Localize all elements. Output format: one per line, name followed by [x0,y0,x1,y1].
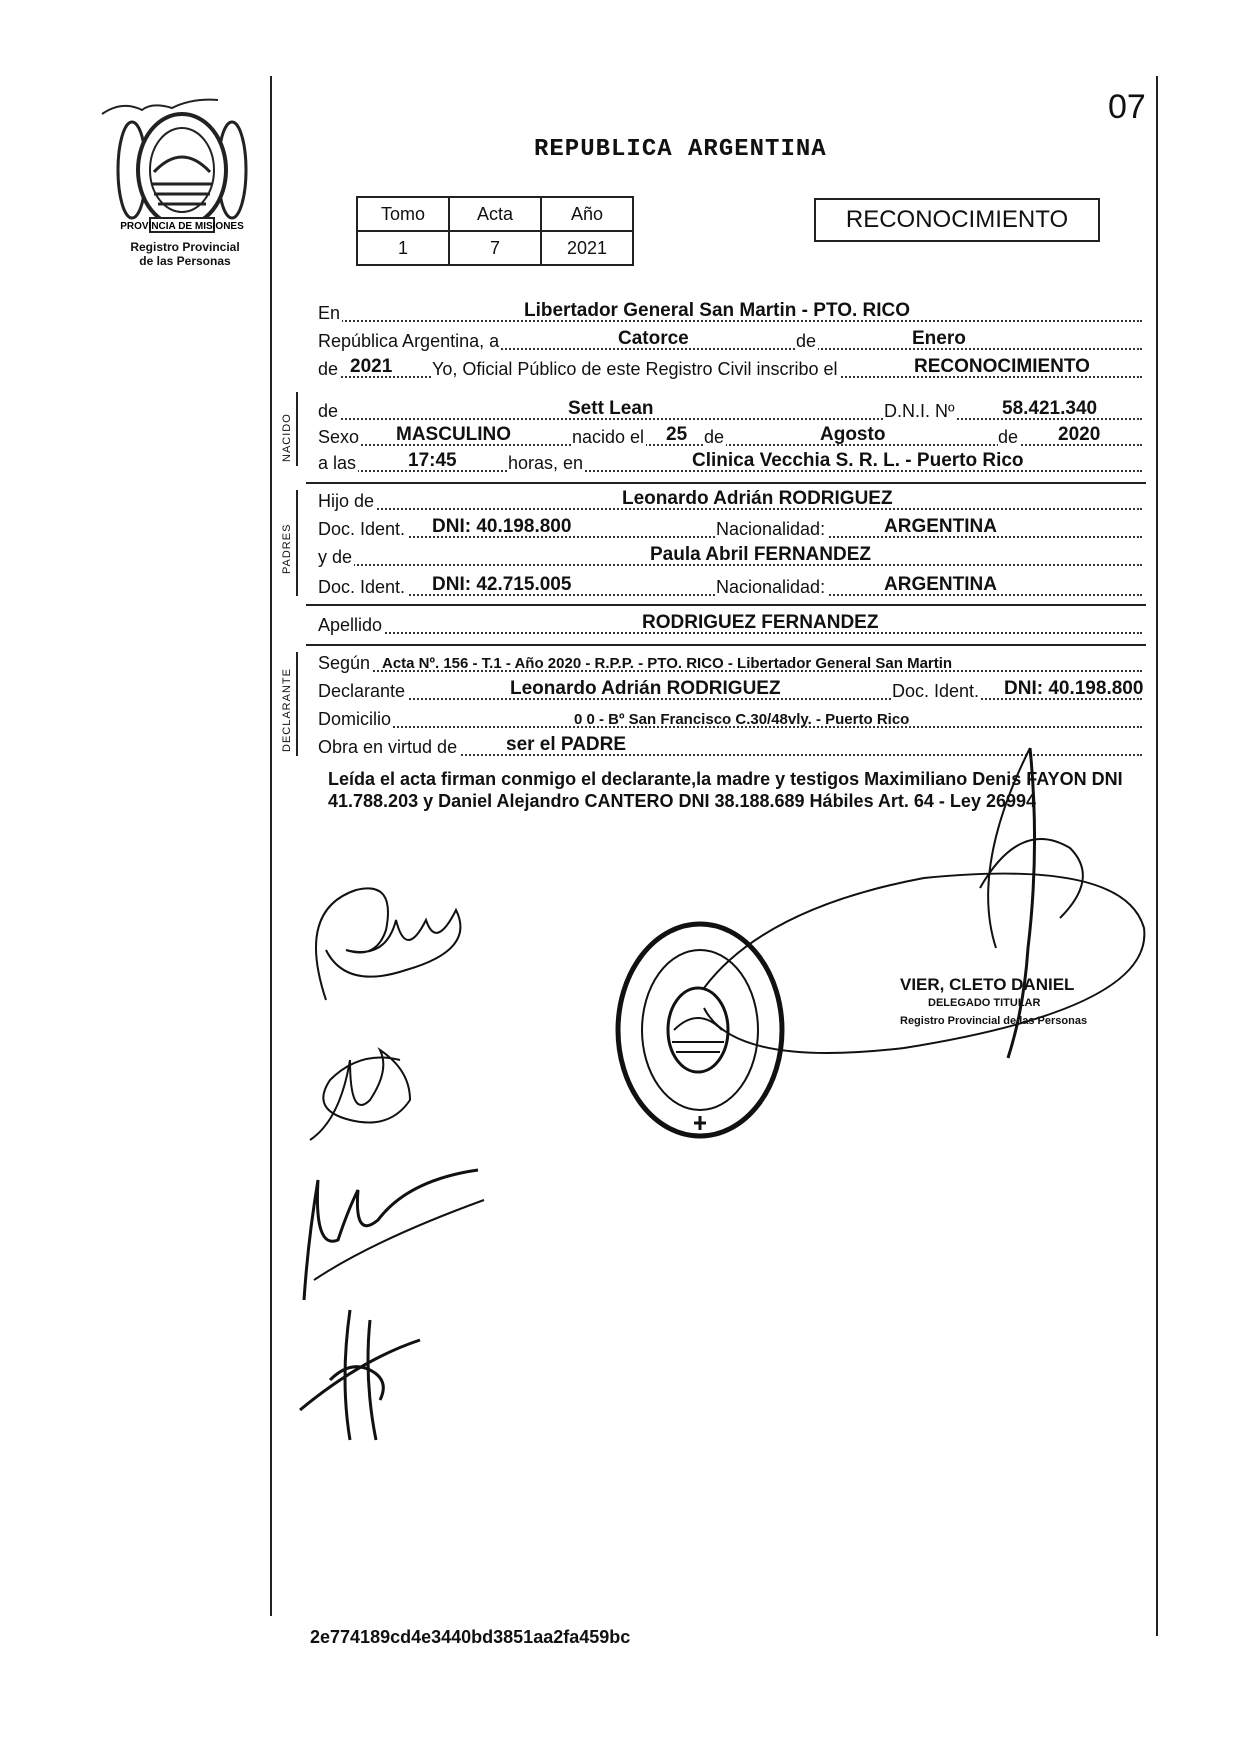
value-mes: Enero [912,328,966,349]
signature-1 [296,880,496,1020]
label-de4: de [704,427,725,447]
value-domicilio: 0 0 - Bº San Francisco C.30/48vly. - Puerto Rico [574,711,910,728]
value-madre-nac: ARGENTINA [884,574,997,595]
value-anio: 2021 [350,356,393,377]
document-title: REPUBLICA ARGENTINA [534,136,827,163]
label-de: de [796,331,817,351]
signature-2 [300,1030,450,1160]
value-hora: 17:45 [408,450,457,471]
value-padre-nac: ARGENTINA [884,516,997,537]
value-declarante-doc: DNI: 40.198.800 [1004,678,1144,699]
row-padre [318,488,1142,514]
declarante-bar [296,652,298,756]
label-apellido: Apellido [318,615,383,635]
padres-bar [296,490,298,596]
value-sexo: MASCULINO [396,424,512,445]
value-obra: ser el PADRE [506,734,627,755]
row-declarante [318,678,1142,704]
value-nac-mes: Agosto [820,424,886,445]
label-hijo-de: Hijo de [318,491,375,511]
label-doc-ident-madre: Doc. Ident. [318,577,406,597]
value-tipo: RECONOCIMIENTO [914,356,1090,377]
value-padre: Leonardo Adrián RODRIGUEZ [622,488,893,509]
label-obra: Obra en virtud de [318,737,458,757]
label-nacionalidad-madre: Nacionalidad: [716,577,826,597]
value-lugar-nac: Clinica Vecchia S. R. L. - Puerto Rico [692,450,1024,471]
row-sexo [318,424,1142,450]
page-number: 07 [1108,88,1146,126]
register-table [356,196,634,266]
nacido-bar [296,392,298,466]
label-de2: de [318,359,339,379]
row-segun [318,650,1142,676]
label-doc-ident-padre: Doc. Ident. [318,519,406,539]
act-type-box: RECONOCIMIENTO [814,198,1100,242]
row-inscribo [318,356,1142,382]
label-republica: República Argentina, a [318,331,500,351]
value-nac-dia: 25 [666,424,688,445]
row-padre-doc [318,516,1142,542]
value-madre: Paula Abril FERNANDEZ [650,544,871,565]
label-nacido-el: nacido el [572,427,645,447]
register-header-acta: Acta [449,197,541,231]
label-a-las: a las [318,453,357,473]
register-value-acta: 7 [449,231,541,265]
signature-4 [290,1310,440,1450]
row-lugar [318,300,1142,326]
row-apellido [318,612,1142,638]
label-de5: de [998,427,1019,447]
label-horas-en: horas, en [508,453,584,473]
value-padre-doc: DNI: 40.198.800 [432,516,572,537]
row-fecha [318,328,1142,354]
label-inscribo: Yo, Oficial Público de este Registro Civil inscribo el [432,359,838,379]
label-nacionalidad-padre: Nacionalidad: [716,519,826,539]
side-label-declarante: DECLARANTE [281,668,293,752]
label-dni: D.N.I. Nº [884,401,955,421]
value-segun: Acta Nº. 156 - T.1 - Año 2020 - R.P.P. - PTO. RICO - Libertador General San Martin [382,655,953,672]
value-madre-doc: DNI: 42.715.005 [432,574,572,595]
official-role: DELEGADO TITULAR [928,997,1041,1009]
divider-padres [306,604,1146,606]
official-org: Registro Provincial de las Personas [900,1015,1088,1027]
official-stamp [900,976,1087,1030]
row-madre [318,544,1142,570]
value-lugar: Libertador General San Martin - PTO. RICO [524,300,911,321]
row-madre-doc [318,574,1142,600]
divider-apellido [306,644,1146,646]
side-label-nacido: NACIDO [281,413,293,462]
value-apellido: RODRIGUEZ FERNANDEZ [642,612,879,633]
register-header-tomo: Tomo [357,197,449,231]
label-domicilio: Domicilio [318,709,392,729]
signature-3 [290,1160,490,1310]
divider-nacido [306,482,1146,484]
label-sexo: Sexo [318,427,360,447]
footer-hash: 2e774189cd4e3440bd3851aa2fa459bc [310,1627,631,1647]
row-domicilio [318,706,1142,732]
value-dia: Catorce [618,328,689,349]
label-doc-ident-declarante: Doc. Ident. [892,681,980,701]
row-hora [318,450,1142,476]
register-header-anio: Año [541,197,633,231]
label-en: En [318,303,341,323]
value-nac-anio: 2020 [1058,424,1101,445]
logo-seal-text: PROVINCIA DE MISIONES [120,221,244,232]
notes-paragraph: Leída el acta firman conmigo el declarante,la madre y testigos Maximiliano Denis FAYON DNI 41.788.203 y Daniel Alejandro CANTERO DNI 38.188.689 Hábiles Art. 64 - Ley 26994 [328,769,1123,811]
side-label-padres: PADRES [281,523,293,574]
label-segun: Según [318,653,371,673]
logo-caption-line-1: Registro Provincial [130,240,240,254]
logo-caption-line-2: de las Personas [139,254,231,268]
label-y-de: y de [318,547,353,567]
value-dni: 58.421.340 [1002,398,1098,419]
row-nombre [318,398,1142,424]
left-margin-rule [270,76,272,1616]
value-declarante: Leonardo Adrián RODRIGUEZ [510,678,781,699]
register-value-tomo: 1 [357,231,449,265]
logo-caption [100,240,270,268]
official-name: VIER, CLETO DANIEL [900,975,1075,994]
label-declarante: Declarante [318,681,406,701]
value-nombre: Sett Lean [568,398,654,419]
register-value-anio: 2021 [541,231,633,265]
label-de3: de [318,401,339,421]
